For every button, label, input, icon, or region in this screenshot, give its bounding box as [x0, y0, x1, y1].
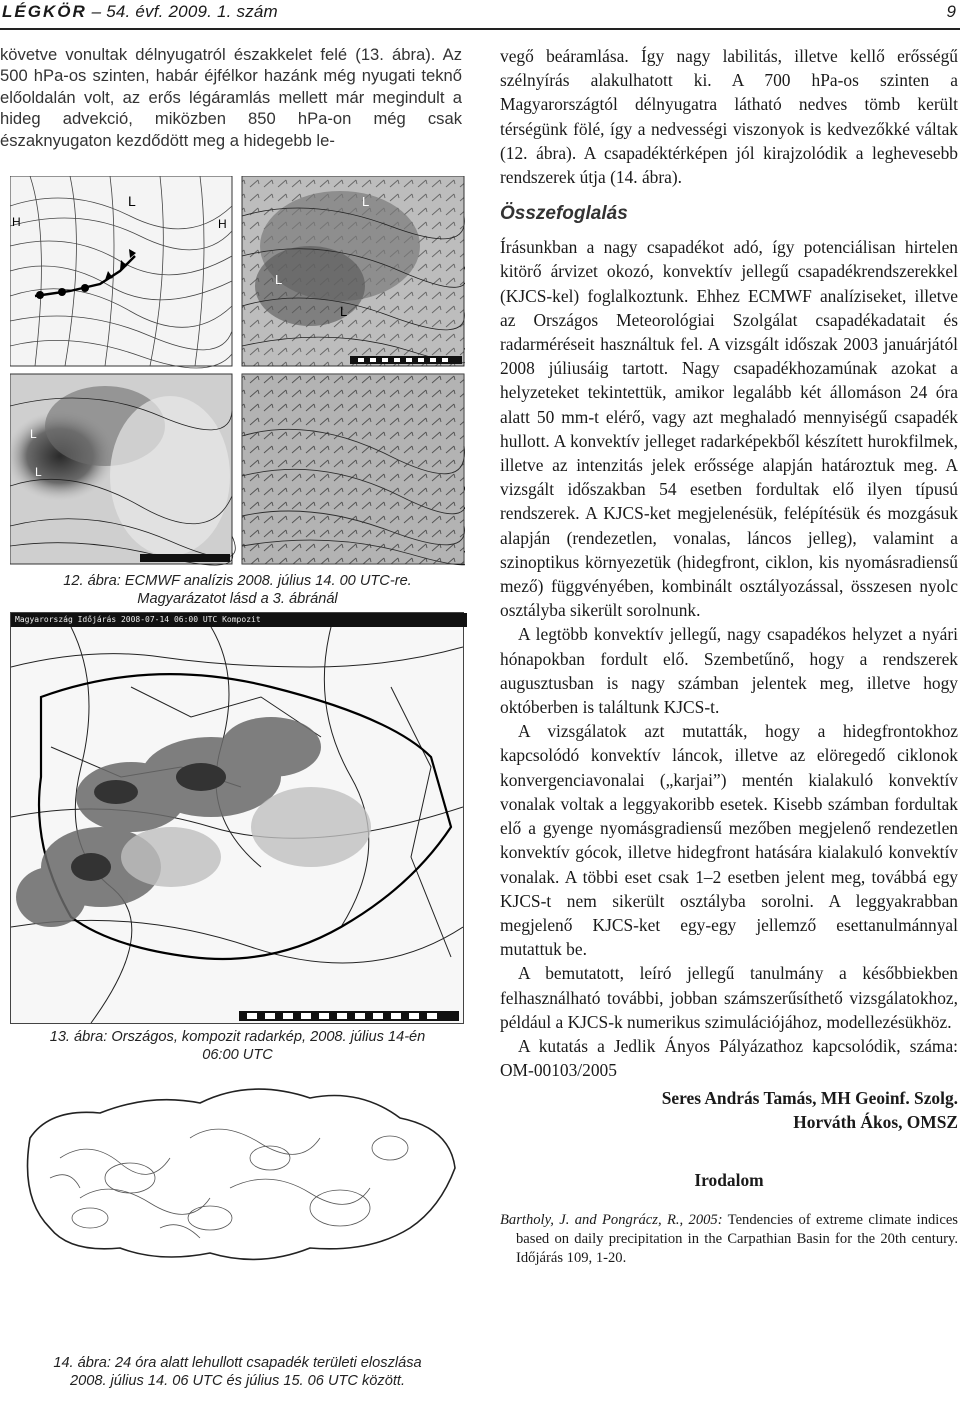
figure-13-caption — [10, 1028, 465, 1064]
journal-name: LÉGKÖR — [2, 2, 87, 21]
section-title-summary: Összefoglalás — [500, 203, 628, 225]
svg-text:L: L — [128, 193, 136, 209]
author-block — [500, 1086, 958, 1134]
precipitation-isoline-image — [10, 1078, 462, 1268]
svg-text:H: H — [218, 217, 227, 231]
author-2: Horváth Ákos, OMSZ — [793, 1112, 958, 1133]
svg-text:L: L — [35, 465, 42, 479]
reference-authors: Bartholy, J. and Pongrácz, R., 2005: — [500, 1212, 723, 1229]
figure-12-caption — [10, 572, 465, 608]
figure-12-caption-line1: 12. ábra: ECMWF analízis 2008. július 14. 00 UTC-re. — [63, 573, 412, 589]
references-title: Irodalom — [694, 1170, 764, 1191]
radar-map-image — [11, 627, 463, 1023]
issue-info: – 54. évf. 2009. 1. szám — [91, 2, 278, 21]
figure-14-caption-line1: 14. ábra: 24 óra alatt lehullott csapadék területi eloszlása — [53, 1355, 422, 1371]
reference-item — [500, 1211, 958, 1268]
left-column — [0, 44, 462, 151]
page-number: 9 — [946, 2, 956, 21]
header-rule — [0, 28, 960, 30]
svg-text:H: H — [12, 215, 21, 229]
figure-13-caption-line2: 06:00 UTC — [202, 1047, 273, 1063]
svg-text:L: L — [340, 304, 348, 319]
summary-paragraph-2: A legtöbb konvektív jellegű, nagy csapadékos helyzet a nyári hónapokban fordult elő. Szembetűnő, hogy a rendszerek augusztusban is nagy számban jelentek meg, illetve hogy októberben is találtunk KJCS-t. — [500, 624, 958, 718]
summary-paragraph-1: Írásunkban a nagy csapadékot adó, így potenciálisan hirtelen kitörő árvizet okozó, konvektív jellegű csapadékrendszerekkel (KJCS-kel) foglalkoztunk. Ehhez ECMWF analíziseket, illetve az Országos Meteorológiai Szolgálat csapadékadatait és radarméréseit használtuk fel. A vizsgált időszak 2003 januárjától 2008 júliusáig tartott. Nagy csapadékhozamúnak azokat a helyzeteket tekintettük, amikor legalább két állomáson 24 óra alatt 50 mm-t elérő, vagy azt meghaladó mennyiségű csapadék hullott. A konvektív jelleget radarképekből készített hurokfilmek, illetve az intenzitás jelek erőssége alapján határoztuk meg. A vizsgált időszakban 54 esetben fordultak elő ilyen típusú rendszerek. A KJCS-ket megjelenésük, felépítésük és mozgásuk alapján (rendezetlen, vonalas, láncos jelleg), valamint a szinoptikus környezetük (hidegfront, ciklon, kis nyomásradiensű mező) függvényében, kombinált osztályozással, összesen nyolc osztályba sikerült sorolnunk. — [500, 237, 958, 621]
figure-14-caption-line2: 2008. július 14. 06 UTC és július 15. 06 UTC között. — [69, 1373, 405, 1389]
intro-paragraph: követve vonultak délnyugatról északkelet felé (13. ábra). Az 500 hPa-os szinten, habár éjfélkor hazánk még nyugati teknő előoldalán volt, az erős légáramlás mellett már megindult a hideg advekció, miközben 850 hPa-on még csak északnyugaton kezdődött meg a hidegebb le- — [0, 45, 462, 150]
panel-wind-barbs — [242, 374, 465, 565]
radar-header-bar: Magyarország Időjárás 2008-07-14 06:00 UTC Kompozit — [11, 613, 467, 627]
continued-paragraph: vegő beáramlása. Így nagy labilitás, illetve kellő erősségű szélnyírás alakulhatott ki. A 700 hPa-os szinten a Magyarországtól délnyugatra látható nedves tömb került térségünk fölé, így a nedvességi viszonyok is kedvezőkké váltak (12. ábra). A csapadéktérképen jól kirajzolódik a leghevesebb rendszerek útja (14. ábra). — [500, 46, 958, 188]
figure-14-precipitation-map — [10, 1078, 462, 1268]
reference-text: Tendencies of extreme climate indices based on daily precipitation in the Carpathian Basin for the 20th century. Időjárás 109, 1-20. — [516, 1212, 958, 1267]
panel-humidity — [242, 176, 465, 366]
ecmwf-analysis-image — [10, 176, 465, 568]
figure-14-caption — [10, 1354, 465, 1390]
figure-12-ecmwf-panels — [10, 176, 465, 568]
figure-12-caption-line2: Magyarázatot lásd a 3. ábránál — [137, 591, 338, 607]
right-column — [500, 44, 958, 1268]
journal-header — [2, 2, 278, 22]
figure-13-radar-composite — [10, 612, 464, 1024]
svg-text:L: L — [362, 194, 370, 209]
figure-13-caption-line1: 13. ábra: Országos, kompozit radarkép, 2008. július 14-én — [49, 1029, 426, 1045]
author-1: Seres András Tamás, MH Geoinf. Szolg. — [661, 1088, 958, 1109]
summary-paragraph-4: A bemutatott, leíró jellegű tanulmány a későbbiekben felhasználható további, jobban számszerűsíthető vizsgálatokhoz, például a KJCS-k numerikus szimulációjához, modellezésükhöz. — [500, 963, 958, 1032]
summary-paragraph-3: A vizsgálatok azt mutatták, hogy a hidegfrontokhoz kapcsolódó konvektív láncok, illetve az elöregedő ciklonok konvergenciavonalai („karjai”) mentén kialakuló konvektív vonalak voltak a leggyakoribb esetek. Kisebb számban fordultak elő a gyenge nyomásgradiensű mezőben megjelenő rendezetlen konvektív gócok, illetve hidegfront hatására kialakuló konvektív vonalak. A többi eset csak 1–2 esetben jelent meg, továbbá egy KJCS-t nem sikerült osztályba sorolni. A leggyakrabban megjelenő KJCS-ket egy-egy jellemző esettanulmánnyal mutattuk be. — [500, 721, 958, 960]
svg-text:L: L — [275, 272, 283, 287]
panel-moisture-700 — [10, 374, 235, 565]
panel-surface-pressure — [10, 176, 232, 368]
svg-text:L: L — [30, 427, 37, 441]
summary-paragraph-5: A kutatás a Jedlik Ányos Pályázathoz kapcsolódik, száma: OM-00103/2005 — [500, 1035, 958, 1081]
